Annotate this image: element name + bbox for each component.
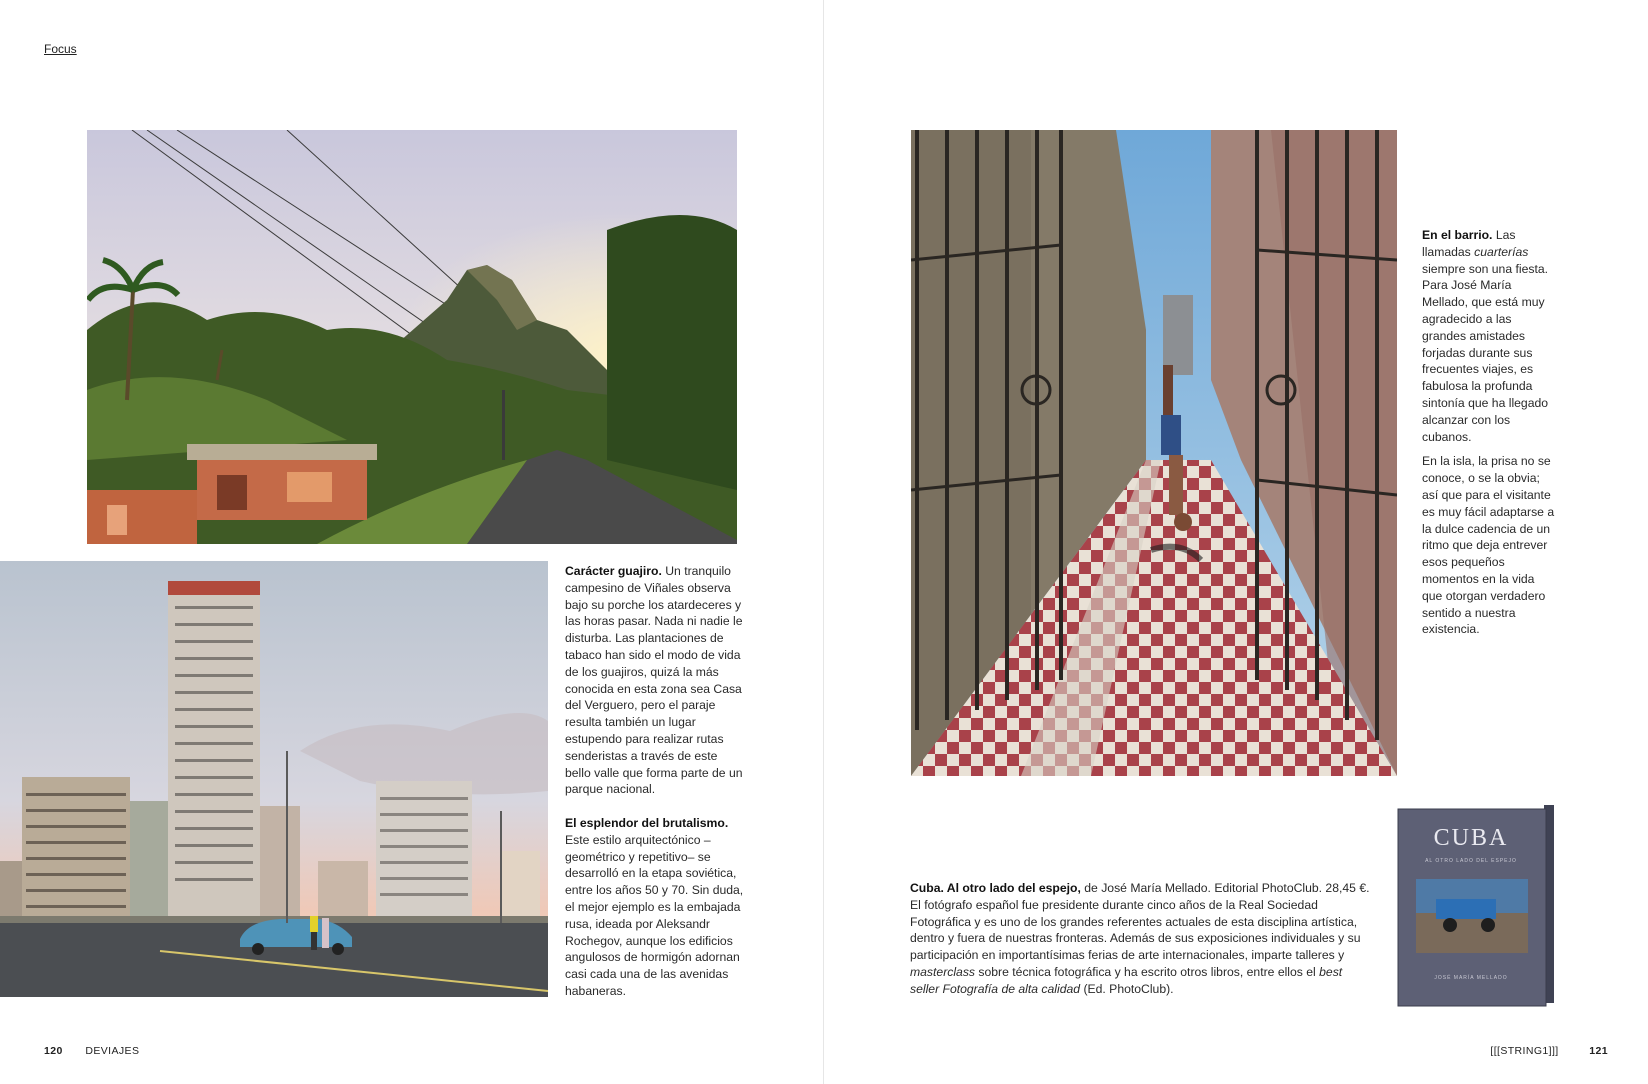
right-page (824, 0, 1648, 1084)
brutalist-towers-photo (0, 561, 548, 997)
alley-illustration (911, 130, 1397, 776)
caption-brutalismo-lead: El esplendor del brutalismo. (565, 816, 729, 830)
book-caption-italic2: best seller Fotografía de alta calidad (910, 964, 1343, 996)
caption-barrio-text2: siempre son una fiesta. Para José María Mellado, que está muy agradecido a las grandes amistades forjadas durante sus frecuentes viajes, es fabulosa la profunda sintonía que ha llegado alcanzar con los cubanos. (1422, 261, 1549, 444)
mountain-illustration (87, 130, 737, 544)
book-caption-text3: (Ed. PhotoClub). (1080, 981, 1174, 996)
caption-barrio-italic: cuarterías (1474, 244, 1529, 259)
caption-guajiro-body: Un tranquilo campesino de Viñales observa bajo su porche los atardeceres y las horas pasar. Nada ni nadie le disturba. Las plantaciones de tabaco han sido el modo de vida de los guajiros, quizá la más conocida en esta zona sea Casa del Verguero, pero el paraje resulta también un lugar estupendo para realizar rutas senderistas a través de este bello valle que forma parte de un parque nacional. (565, 564, 743, 797)
page-number-right: 121 (1589, 1045, 1608, 1057)
caption-barrio-lead: En el barrio. (1422, 228, 1493, 242)
towers-illustration (0, 561, 548, 997)
caption-brutalismo-body: Este estilo arquitectónico –geométrico y repetitivo– se desarrolló en la etapa soviética, entre los años 50 y 70. Sin duda, el mejor ejemplo es la embajada rusa, ideada por Aleksandr Rochegov, aunque los edificios angulosos de hormigón adornan casi cada una de las avenidas habaneras. (565, 832, 744, 998)
page-number-left: 120 (44, 1045, 63, 1057)
book-caption-text1: El fotógrafo español fue presidente durante cinco años de la Real Sociedad Fotográfica y es uno de los grandes referentes actuales de esta disciplina artística, dentro y fuera de nuestras fronteras. Además de sus exposiciones individuales y su participación en importantísimas ferias de arte internacionales, imparte talleres y (910, 897, 1361, 963)
caption-barrio (1422, 227, 1558, 646)
alley-handstand-photo (911, 130, 1397, 776)
book-caption (910, 880, 1370, 998)
book-caption-italic1: masterclass (910, 964, 976, 979)
book-caption-text2: sobre técnica fotográfica y ha escrito otros libros, entre ellos el (975, 964, 1320, 979)
caption-brutalismo (565, 815, 745, 1000)
caption-guajiro (565, 563, 743, 798)
book-caption-publisher: de José María Mellado. Editorial PhotoClub. 28,45 €. (1080, 881, 1370, 895)
caption-barrio-text3: En la isla, la prisa no se conoce, o se la obvia; así que para el visitante es muy fácil adaptarse a la dulce cadencia de un ritmo que deja entrever esos pequeños momentos en la vida que otorgan verdadero sentido a nuestra existencia. (1422, 454, 1555, 637)
caption-barrio-para1 (1422, 227, 1558, 445)
book-cover-author: JOSÉ MARÍA MELLADO (1434, 975, 1508, 981)
magazine-name: DEVIAJES (85, 1045, 140, 1057)
book-cover[interactable] (1396, 803, 1556, 1008)
caption-guajiro-lead: Carácter guajiro. (565, 564, 662, 578)
folio-left (44, 1045, 139, 1057)
placeholder-string: [[[STRING1]]] (1490, 1045, 1559, 1057)
book-cover-subtitle: AL OTRO LADO DEL ESPEJO (1425, 858, 1517, 864)
section-label[interactable]: Focus (44, 42, 77, 56)
mountain-road-photo (87, 130, 737, 544)
folio-right (1490, 1045, 1608, 1057)
book-caption-lead: Cuba. Al otro lado del espejo, (910, 881, 1081, 895)
book-cover-title: CUBA (1433, 825, 1509, 851)
caption-barrio-text1: Las llamadas (1422, 228, 1516, 259)
caption-barrio-para2 (1422, 453, 1558, 638)
